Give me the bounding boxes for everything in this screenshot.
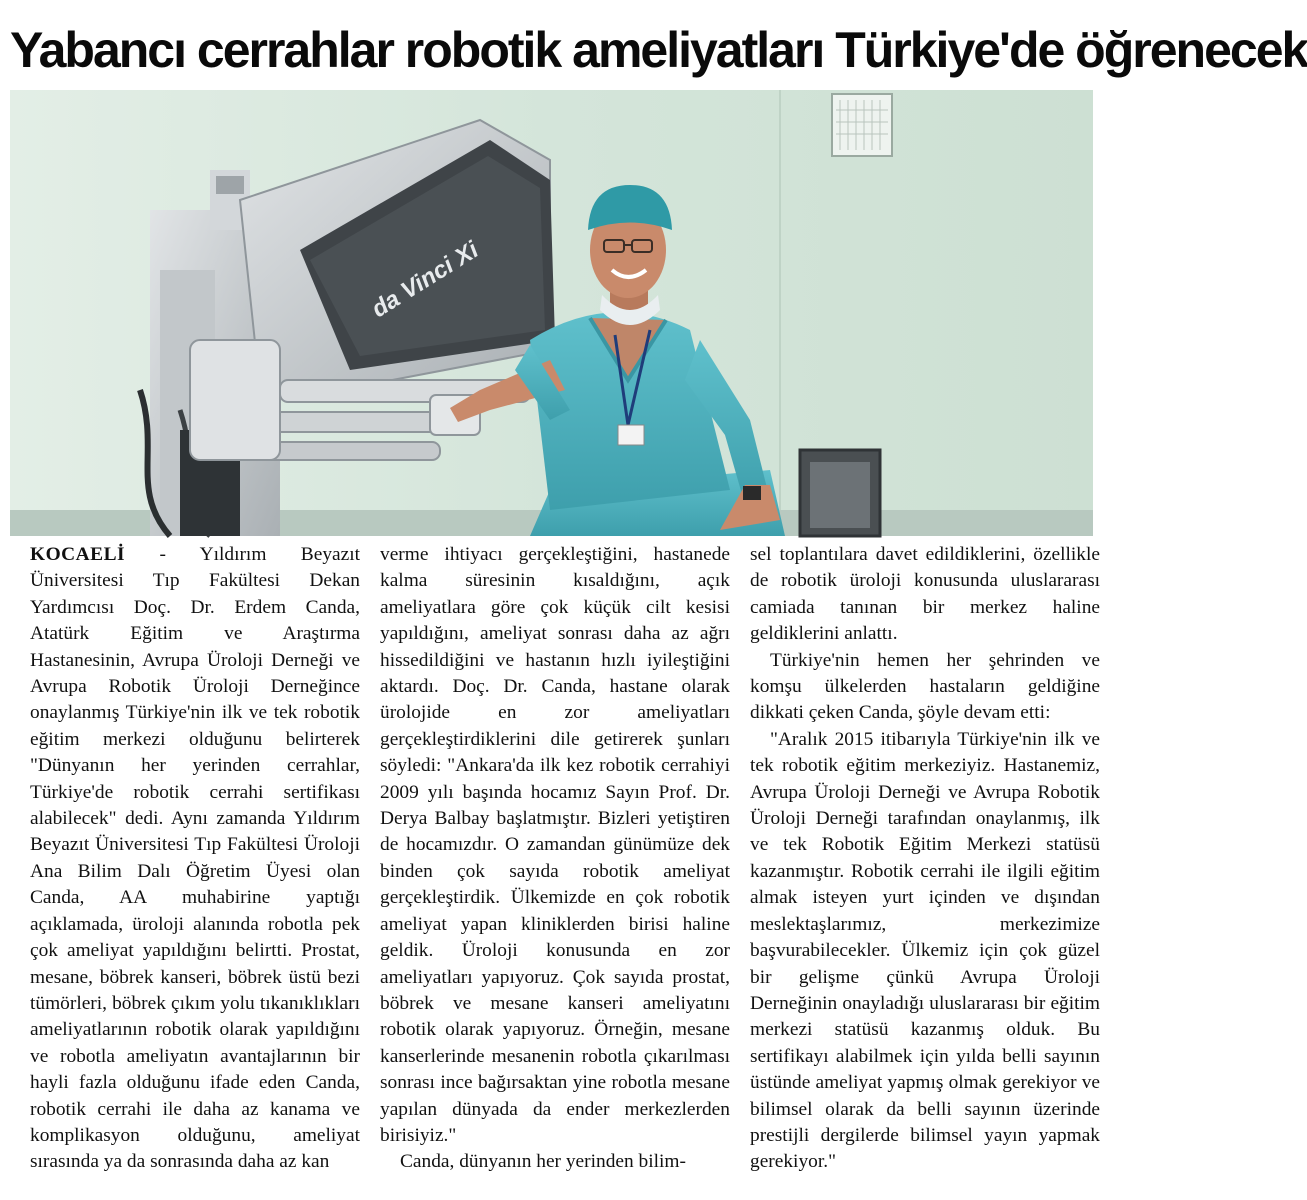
paragraph: Canda, dünyanın her yerinden bilim- <box>400 1151 686 1173</box>
dateline: KOCAELİ <box>30 544 126 565</box>
id-badge <box>618 425 644 445</box>
article-photo <box>10 90 1093 536</box>
paragraph: verme ihtiyacı gerçekleştiğini, hastanede kalma süresinin kısaldığını, açık ameliyatlara göre çok küçük cilt kesisi yapıldığını, ameliyat sonrası daha az ağrı hissedildiğini ve hastanın hızlı iyileştiğini aktardı. Doç. Dr. Canda, hastane olarak ürolojide en zor ameliyatları gerçekleştirdiklerini dile getirerek şunları söyledi: "Ankara'da ilk kez robotik cerrahiyi 2009 yılı başında hocamız Sayın Prof. Dr. Derya Balbay başlatmıştır. Bizleri yetiştiren de hocamızdır. O zamandan günümüze dek binden çok sayıda robotik ameliyat gerçekleştirdik. Ülkemizde en çok robotik ameliyat yapan kliniklerden birisi haline geldik. Üroloji konusunda en zor ameliyatları yapıyoruz. Çok sayıda prostat, böbrek ve mesane kanseri ameliyatını robotik olarak yapıyoruz. Örneğin, mesane kanserlerinde mesanenin robotla çıkarılması sonrası ince bağırsaktan yine robotla mesane yapılan dünyada da ender merkezlerden birisiyiz." <box>380 544 730 1146</box>
article-body <box>10 542 1100 1192</box>
paragraph: sel toplantılara davet edildiklerini, özellikle de robotik üroloji konusunda uluslararası camiada tanınan bir merkez haline geldiklerini anlattı. <box>750 544 1100 645</box>
column-3 <box>750 542 1100 1192</box>
paragraph-text: Yıldırım Beyazıt Üniversitesi Tıp Fakültesi Dekan Yardımcısı Doç. Dr. Erdem Canda, Atatürk Eğitim ve Araştırma Hastanesinin, Avrupa Üroloji Derneği ve Avrupa Robotik Üroloji Derneğince onaylanmış Türkiye'nin ilk ve tek robotik eğitim merkezi olduğunu belirterek "Dünyanın her yerinden cerrahlar, Türkiye'de robotik cerrahi sertifikası alabilecek" dedi. Aynı zamanda Yıldırım Beyazıt Üniversitesi Tıp Fakültesi Üroloji Ana Bilim Dalı Öğretim Üyesi olan Canda, AA muhabirine yaptığı açıklamada, üroloji alanında robotla pek çok ameliyat yapıldığını belirtti. Prostat, mesane, böbrek kanseri, böbrek üstü bezi tümörleri, böbrek çıkım yolu tıkanıklıkları ameliyatlarının robotik olarak yapıldığını ve robotla ameliyatın avantajlarının bir hayli fazla olduğunu ifade eden Canda, robotik cerrahi ile daha az kanama ve komplikasyon olduğunu, ameliyat sırasında ya da sonrasında daha az kan <box>30 544 361 1173</box>
dateline-dash: - <box>125 544 200 565</box>
wall-vent <box>832 94 892 156</box>
headline: Yabancı cerrahlar robotik ameliyatları Türkiye'de öğrenecek <box>10 22 1307 78</box>
paragraph: Türkiye'nin hemen her şehrinden ve komşu ülkelerden hastaların geldiğine dikkati çeken Canda, şöyle devam etti: <box>750 649 1100 724</box>
wristwatch <box>743 486 761 500</box>
paragraph <box>10 542 360 1176</box>
column-2 <box>380 542 730 1192</box>
surgeon-with-robot-illustration <box>10 90 1093 536</box>
paragraph: "Aralık 2015 itibarıyla Türkiye'nin ilk ve tek robotik eğitim merkeziyiz. Hastanemiz, Avrupa Üroloji Derneği ve Avrupa Robotik Üroloji Derneği tarafından onaylanmış, ilk ve tek Robotik Eğitim Merkezi statüsü kazanmıştır. Robotik cerrahi ile ilgili eğitim almak isteyen yurt içinden ve dışından meslektaşlarımız, merkezimize başvurabilecekler. Ülkemiz için çok güzel bir gelişme çünkü Avrupa Üroloji Derneğinin onayladığı uluslararası bir eğitim merkezi statüsü kazanmış olduk. Bu sertifikayı alabilmek için yılda belli sayının üstünde ameliyat yapmış olmak gerekiyor ve bilimsel olarak da belli sayının üzerinde prestijli dergilerde bilimsel yayın yapmak gerekiyor." <box>750 728 1100 1173</box>
robot-brand-label: da Vinci Xi <box>366 236 484 324</box>
column-1 <box>10 542 360 1192</box>
